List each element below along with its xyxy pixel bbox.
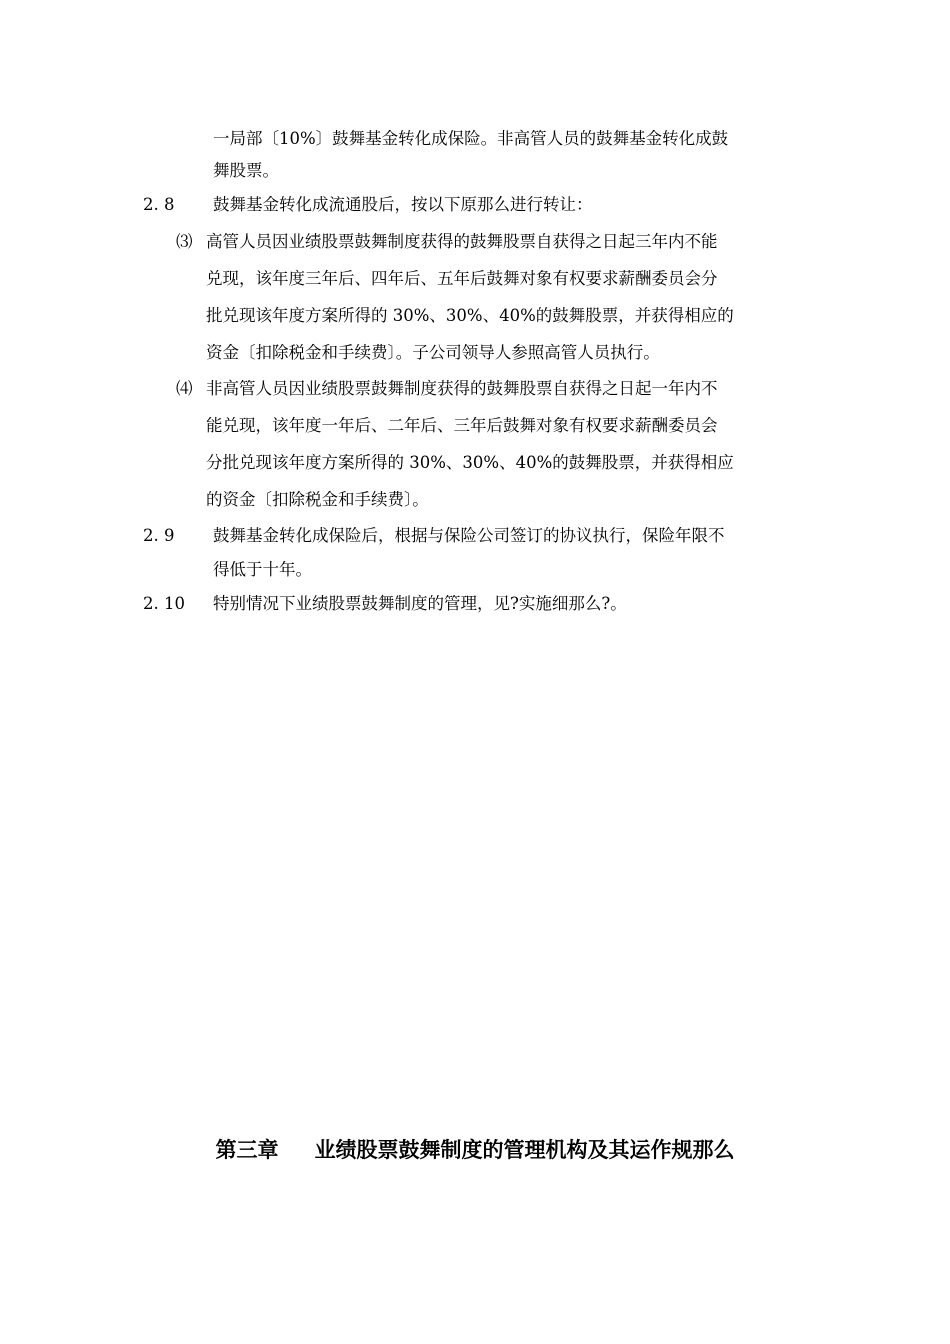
- chapter-3-label: 第三章: [215, 1137, 279, 1162]
- item-4-line-1: 非高管人员因业绩股票鼓舞制度获得的鼓舞股票自获得之日起一年内不: [206, 379, 718, 398]
- item-4-line-4: 的资金〔扣除税金和手续费〕。: [206, 490, 429, 509]
- section-2-8-number: 2. 8: [143, 195, 175, 214]
- section-2-9-line-1: 鼓舞基金转化成保险后，根据与保险公司签订的协议执行，保险年限不: [213, 526, 725, 545]
- continuation-line-2: 舞股票。: [213, 161, 279, 180]
- section-2-9-number: 2. 9: [143, 526, 175, 545]
- continuation-line-1: 一局部〔10%〕鼓舞基金转化成保险。非高管人员的鼓舞基金转化成鼓: [213, 129, 729, 148]
- item-3-line-3: 批兑现该年度方案所得的 30%、30%、40%的鼓舞股票，并获得相应的: [206, 306, 734, 325]
- item-4-line-3: 分批兑现该年度方案所得的 30%、30%、40%的鼓舞股票，并获得相应: [206, 453, 734, 472]
- item-3-line-1: 高管人员因业绩股票鼓舞制度获得的鼓舞股票自获得之日起三年内不能: [206, 232, 718, 251]
- section-2-10-number: 2. 10: [143, 594, 185, 613]
- chapter-3-heading: [0, 1136, 950, 1164]
- item-3-line-2: 兑现，该年度三年后、四年后、五年后鼓舞对象有权要求薪酬委员会分: [206, 269, 718, 288]
- item-4-line-2: 能兑现，该年度一年后、二年后、三年后鼓舞对象有权要求薪酬委员会: [206, 416, 718, 435]
- section-2-8-text: 鼓舞基金转化成流通股后，按以下原那么进行转让：: [213, 195, 593, 214]
- item-3-line-4: 资金〔扣除税金和手续费〕。子公司领导人参照高管人员执行。: [206, 343, 660, 362]
- section-2-10-text: 特别情况下业绩股票鼓舞制度的管理，见?实施细那么?。: [213, 594, 627, 613]
- chapter-3-title: 业绩股票鼓舞制度的管理机构及其运作规那么: [314, 1137, 735, 1162]
- item-3-marker: ⑶: [176, 232, 193, 251]
- item-4-marker: ⑷: [176, 379, 193, 398]
- section-2-9-line-2: 得低于十年。: [213, 560, 312, 579]
